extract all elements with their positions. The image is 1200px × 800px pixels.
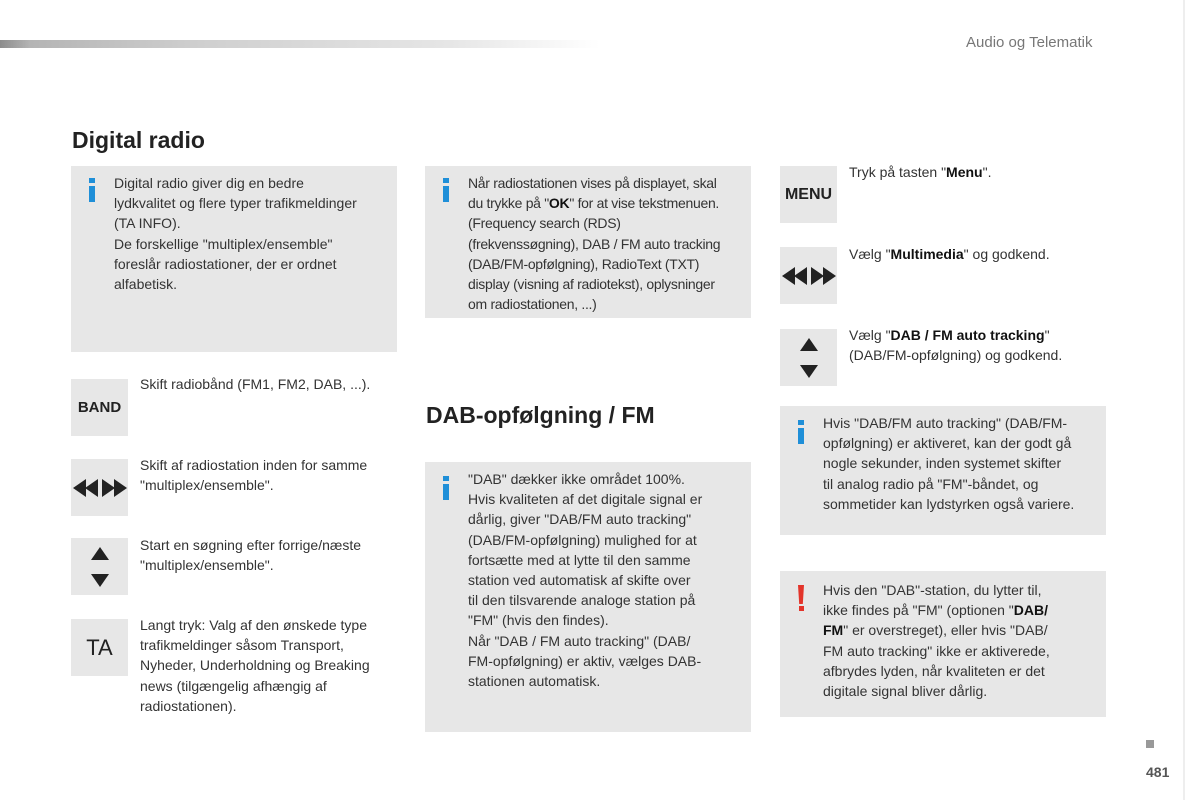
info-text: Digital radio giver dig en bedre lydkvalitet og flere typer trafikmeldinger (TA INFO). De forskellige "multiplex/ensemble" foreslår radiostationer, der er ordnet alfabetisk. <box>114 175 357 293</box>
updown-description: Start en søgning efter forrige/næste "multiplex/ensemble". <box>140 537 361 574</box>
seek-description: Skift af radiostation inden for samme "multiplex/ensemble". <box>140 457 368 494</box>
dab-coverage-info-box <box>425 462 751 732</box>
dab-fm-title: DAB-opfølgning / FM <box>426 402 655 428</box>
header-gradient-bar <box>0 40 610 48</box>
seek-key <box>71 459 128 516</box>
info-text: "DAB" dækker ikke området 100%. Hvis kvaliteten af det digitale signal er dårlig, giver "DAB/FM auto tracking" (DAB/FM-opfølgning) mulighed for at fortsætte med at lytte til den samme station ved automatisk af skifte over til den tilsvarende analoge station på "FM" (hvis den findes). Når "DAB / FM auto tracking" (DAB/ FM-opfølgning) er aktiv, vælges DAB- stationen automatisk. <box>468 471 703 690</box>
warning-icon <box>798 585 804 611</box>
seek-arrows-icon <box>782 267 836 285</box>
updown-key <box>71 538 128 595</box>
page-edge-line <box>1183 0 1185 800</box>
ta-key: TA <box>71 619 128 676</box>
info-icon <box>443 178 449 202</box>
info-text: Hvis "DAB/FM auto tracking" (DAB/FM- opfølgning) er aktiveret, kan der godt gå nogle sekunder, inden systemet skifter til analog radio på "FM"-båndet, og sommetider kan lydstyrken også variere. <box>823 415 1075 512</box>
page-marker <box>1146 740 1154 748</box>
section-title: Audio og Telematik <box>966 34 1093 51</box>
digital-radio-info-box <box>71 166 397 352</box>
dabfm-select-description: Vælg "DAB / FM auto tracking" (DAB/FM-opfølgning) og godkend. <box>849 327 1063 364</box>
up-down-arrows-icon <box>91 547 109 587</box>
band-description: Skift radiobånd (FM1, FM2, DAB, ...). <box>140 376 371 392</box>
digital-radio-title: Digital radio <box>72 127 205 153</box>
info-icon <box>89 178 95 202</box>
info-icon <box>798 420 804 444</box>
info-text: Når radiostationen vises på displayet, skal du trykke på "OK" for at vise tekstmenuen. (Frequency search (RDS) (frekvenssøgning), DAB / FM auto tracking (DAB/FM-opfølgning), RadioText (TXT) display (visning af radiotekst), oplysninger om radiostationen, ...) <box>468 175 721 313</box>
text-menu-info-box <box>425 166 751 318</box>
menu-description: Tryk på tasten "Menu". <box>849 164 992 180</box>
info-icon <box>443 476 449 500</box>
seek-arrows-icon <box>73 479 127 497</box>
band-key: BAND <box>71 379 128 436</box>
seek-key <box>780 247 837 304</box>
multimedia-description: Vælg "Multimedia" og godkend. <box>849 246 1050 262</box>
tracking-delay-info-box <box>780 406 1106 535</box>
up-down-arrows-icon <box>800 338 818 378</box>
warning-box <box>780 571 1106 717</box>
updown-key <box>780 329 837 386</box>
ta-description: Langt tryk: Valg af den ønskede type trafikmeldinger såsom Transport, Nyheder, Underholdning og Breaking news (tilgængelig afhængig af radiostationen). <box>140 617 370 714</box>
warning-text: Hvis den "DAB"-station, du lytter til, ikke findes på "FM" (optionen "DAB/ FM" er overstreget), eller hvis "DAB/ FM auto tracking" ikke er aktiverede, afbrydes lyden, når kvaliteten er det digitale signal bliver dårlig. <box>823 582 1050 700</box>
page-number: 481 <box>1146 764 1170 780</box>
menu-key: MENU <box>780 166 837 223</box>
